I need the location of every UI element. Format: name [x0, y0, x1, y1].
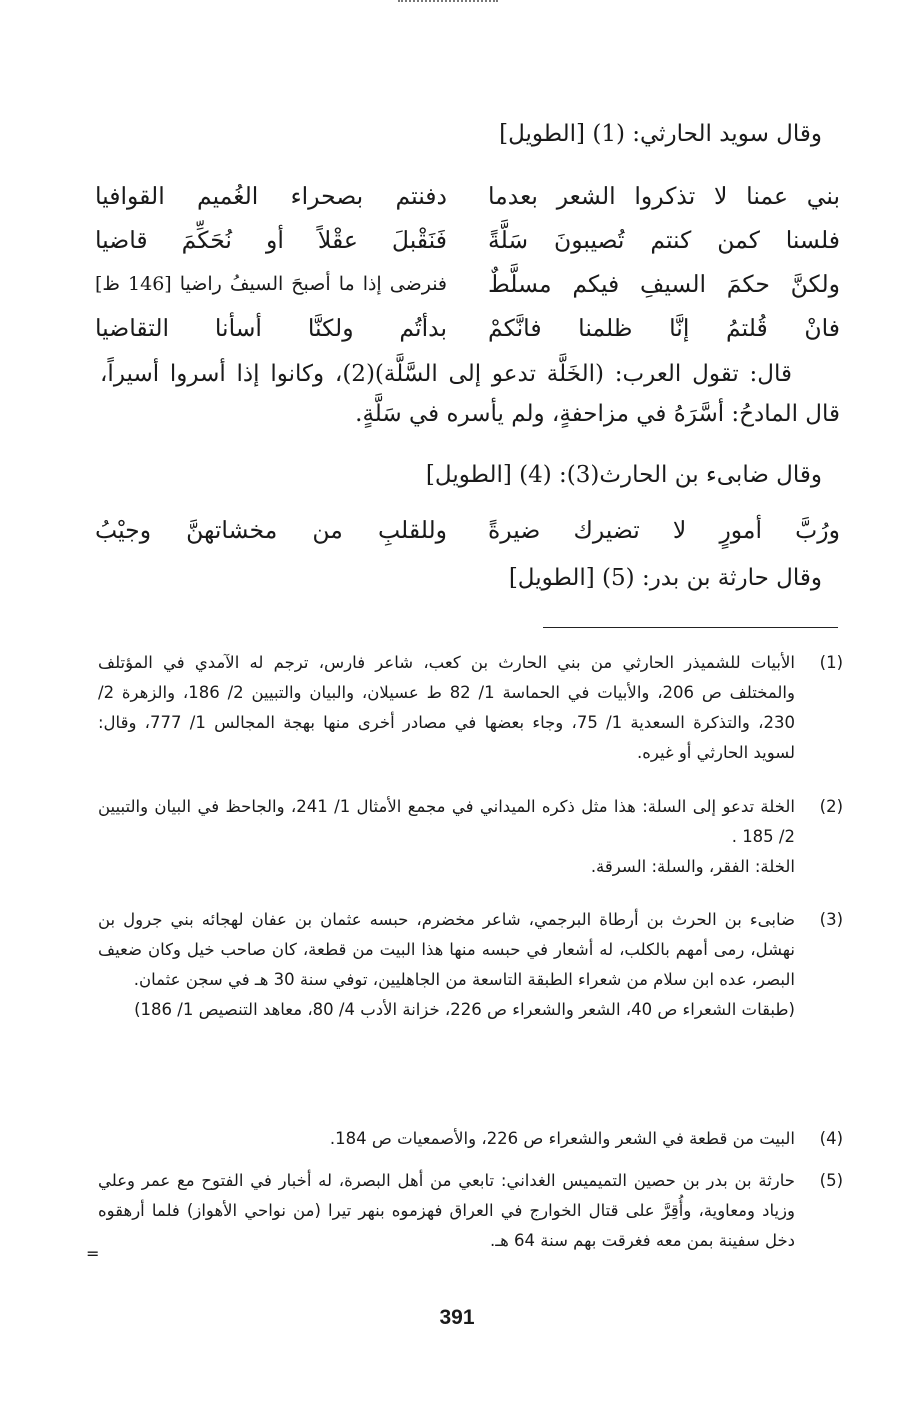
footnote [98, 792, 843, 882]
footnote-body [98, 1124, 795, 1154]
footnote-body [98, 905, 795, 1025]
footnote-body [98, 1166, 795, 1256]
page-number: 391 [439, 1306, 475, 1329]
footnote-number: (3) [819, 910, 843, 929]
verse-row [95, 264, 840, 304]
intro-line-3: وقال حارثة بن بدر: (5) [الطويل] [508, 565, 822, 591]
footnote-text: حارثة بن بدر بن حصين التميميس الغداني: تابعي من أهل البصرة، له أخبار في الفتوح مع عمر وعلي وزياد ومعاوية، وأُقِرَّ على قتال الخوارج في العراق فهزموه بنهر تيرا (من نواحي الأهواز) فلما أرهقوه دخل سفينة بمن معه فغرقت بهم سنة 64 هـ. [98, 1171, 795, 1250]
footnote-text: (طبقات الشعراء ص 40، الشعر والشعراء ص 226، خزانة الأدب 4/ 80، معاهد التنصيص 1/ 186) [134, 1000, 795, 1019]
footnote-body [98, 792, 795, 882]
verse-second-hemistich: فنرضى إذا ما أصبحَ السيفُ راضيا [146 ظ] [95, 273, 448, 295]
footnote-text: البيت من قطعة في الشعر والشعراء ص 226، والأصمعيات ص 184. [329, 1129, 795, 1148]
footnote-number: (5) [819, 1171, 843, 1190]
footnote-text: الخلة تدعو إلى السلة: هذا مثل ذكره الميداني في مجمع الأمثال 1/ 241، والجاحظ في البيان والتبيين 2/ 185 . [98, 797, 795, 846]
footnote-separator [543, 627, 838, 628]
verse-first-hemistich: فانْ قُلتمُ إنَّا ظلمنا فانَّكمْ [488, 314, 840, 342]
intro-line-2: وقال ضابىء بن الحارث(3): (4) [الطويل] [425, 462, 822, 488]
intro-line-1: وقال سويد الحارثي: (1) [الطويل] [499, 121, 822, 147]
continuation-mark: = [86, 1244, 100, 1263]
verse-first-hemistich: فلسنا كمن كنتم تُصيبونَ سَلَّةً [488, 226, 840, 254]
footnote-text: ضابىء بن الحرث بن أرطاة البرجمي، شاعر مخضرم، حبسه عثمان بن عفان لهجائه بني جرول بن نهشل، رمى أمهم بالكلب، له أشعار في حبسه منها هذا البيت من قطعة، كان صاحب خيل وكان ضعيف البصر، عده ابن سلام من شعراء الطبقة التاسعة من الجاهليين، توفي سنة 30 هـ في سجن عثمان. [98, 910, 795, 989]
footnote [98, 1166, 843, 1256]
verse-second-hemistich: فَنَقْبلَ عقْلاً أو نُحَكِّمَ قاضيا [95, 226, 447, 254]
footnote-number: (4) [819, 1129, 843, 1148]
top-margin-mark [398, 0, 498, 6]
verse-second-hemistich: وللقلبِ من مخشاتهنَّ وجيْبُ [95, 516, 447, 544]
footnote-text: الأبيات للشميذر الحارثي من بني الحارث بن كعب، شاعر فارس، ترجم له الآمدي في المؤتلف والمختلف ص 206، والأبيات في الحماسة 1/ 82 ط عسيلان، والبيان والتبيين 2/ 186، والزهرة 2/ 230، والتذكرة السعدية 1/ 75، وجاء بعضها في مصادر أخرى منها بهجة المجالس 1/ 777، وقال: لسويد الحارثي أو غيره. [98, 653, 795, 762]
verse-second-hemistich: بدأتُم ولكنَّا أسأنا التقاضيا [95, 314, 447, 342]
footnote [98, 905, 843, 1025]
footnote-number: (1) [819, 653, 843, 672]
prose-paragraph: قال: تقول العرب: (الخَلَّة تدعو إلى السَّلَّة)(2)، وكانوا إذا أسروا أسيراً، قال المادحُ: أسَّرَهُ في مزاحفةٍ، ولم يأسره في سَلَّةٍ. [100, 361, 840, 427]
footnote-body [98, 648, 795, 768]
verse-second-hemistich: دفنتم بصحراء الغُميم القوافيا [95, 182, 447, 210]
footnote [98, 1124, 843, 1154]
footnote-number: (2) [819, 797, 843, 816]
verse-row [95, 176, 840, 216]
verse-first-hemistich: بني عمنا لا تذكروا الشعر بعدما [488, 182, 840, 210]
footnote [98, 648, 843, 768]
verse-row [95, 510, 840, 550]
verse-row [95, 308, 840, 348]
verse-first-hemistich: ولكنَّ حكمَ السيفِ فيكم مسلَّطٌ [488, 270, 840, 298]
verse-row [95, 220, 840, 260]
footnote-text: الخلة: الفقر، والسلة: السرقة. [590, 857, 795, 876]
verse-first-hemistich: ورُبَّ أمورٍ لا تضيرك ضيرةً [488, 516, 840, 544]
